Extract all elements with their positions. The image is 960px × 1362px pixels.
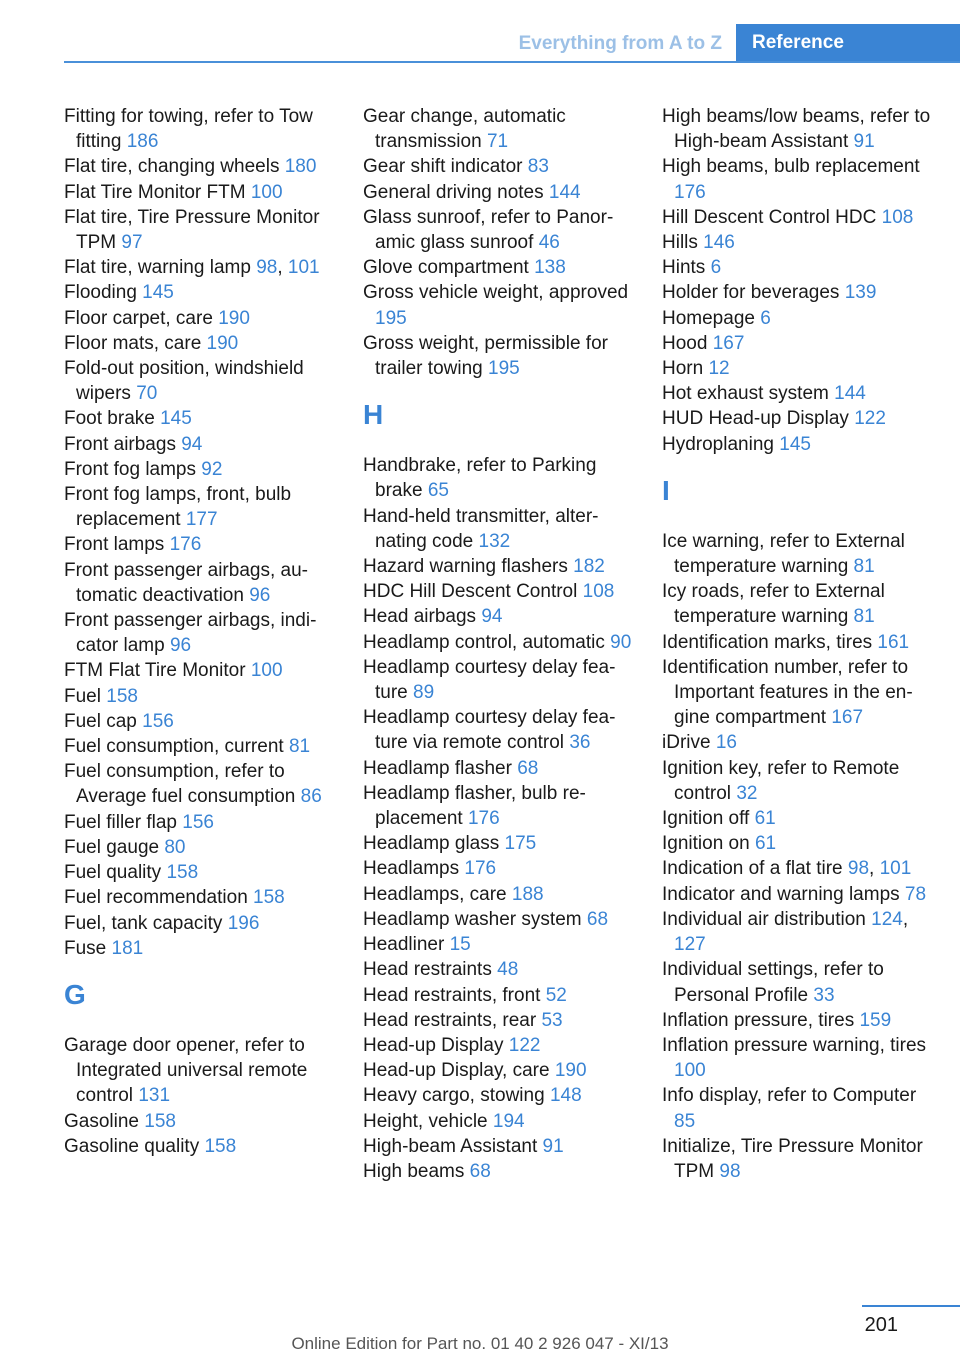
page-reference-link[interactable]: 167 xyxy=(712,332,745,354)
page-reference-link[interactable]: 98 xyxy=(847,858,870,880)
index-entry-text: Hand-held transmitter, alternating code xyxy=(363,505,599,552)
page-reference-link[interactable]: 127 xyxy=(674,934,706,956)
index-entry-text: HDC Hill Descent Control xyxy=(363,581,578,603)
index-entry xyxy=(64,1134,339,1159)
index-entry xyxy=(64,911,339,936)
index-column-3 xyxy=(662,104,937,1184)
index-entry xyxy=(64,356,339,406)
index-entry xyxy=(363,630,638,655)
page-reference-link[interactable]: 100 xyxy=(250,181,283,203)
page-reference-link[interactable]: 48 xyxy=(497,959,519,981)
page-reference-link[interactable]: 86 xyxy=(300,786,322,808)
index-entry xyxy=(662,280,937,305)
page-reference-link[interactable]: 68 xyxy=(586,908,609,930)
index-entry xyxy=(64,835,339,860)
page-reference-link[interactable]: 159 xyxy=(859,1009,892,1031)
index-entry-text: Gear change, automatic transmission xyxy=(363,106,566,153)
page-reference-link[interactable]: 81 xyxy=(853,606,875,628)
index-entry xyxy=(662,432,937,457)
index-entry-text: Fuel consumption, current xyxy=(64,736,284,758)
index-entry-text: Front passenger airbags, indicator lamp xyxy=(64,610,317,657)
page-reference-link[interactable]: 6 xyxy=(760,307,771,329)
page-reference-link[interactable]: 148 xyxy=(549,1085,582,1107)
index-entry-text: Indicator and warning lamps xyxy=(662,883,900,905)
page-reference-link[interactable]: 78 xyxy=(904,883,927,905)
index-entry-text: High beams, bulb replacement xyxy=(662,156,920,178)
page-reference-link[interactable]: 98 xyxy=(719,1160,741,1182)
page-reference-link[interactable]: 194 xyxy=(492,1110,525,1132)
page-reference-link[interactable]: 139 xyxy=(844,282,877,304)
index-entry xyxy=(64,306,339,331)
page-reference-link[interactable]: 145 xyxy=(142,282,174,304)
page-reference-link[interactable]: 188 xyxy=(511,883,544,905)
page-reference-link[interactable]: 96 xyxy=(169,635,192,657)
index-entry xyxy=(662,882,937,907)
index-entry-text: Inflation pressure warning, tires xyxy=(662,1034,927,1056)
index-entry-text: Headlamp glass xyxy=(363,833,500,855)
index-entry-text: Headlamp control, automatic xyxy=(363,631,605,653)
index-entry-text: Heavy cargo, stowing xyxy=(363,1085,545,1107)
index-entry-text: Homepage xyxy=(662,307,755,329)
index-entry xyxy=(363,655,638,705)
index-entry xyxy=(363,831,638,856)
page-reference-link[interactable]: 176 xyxy=(169,534,202,556)
page-reference-link[interactable]: 144 xyxy=(834,383,866,405)
index-entry-text: Fuel cap xyxy=(64,710,137,732)
page-reference-link[interactable]: 46 xyxy=(538,232,560,254)
page-reference-link[interactable]: 91 xyxy=(542,1135,564,1157)
index-entry xyxy=(363,705,638,755)
index-entry xyxy=(363,104,638,154)
index-entry-text: Fitting for towing, refer to Tow fitting xyxy=(64,106,313,153)
index-entry xyxy=(64,558,339,608)
index-entry xyxy=(662,655,937,731)
page-reference-link[interactable]: 175 xyxy=(504,833,537,855)
index-entry xyxy=(363,1008,638,1033)
footer-divider xyxy=(862,1305,960,1307)
page-reference-link[interactable]: 158 xyxy=(106,685,138,707)
index-entry-text: High-beam Assistant xyxy=(363,1135,538,1157)
index-entry-text: iDrive xyxy=(662,732,711,754)
index-entry xyxy=(64,936,339,961)
index-entry xyxy=(363,579,638,604)
index-entry-text: Gasoline xyxy=(64,1110,139,1132)
page-reference-link[interactable]: 81 xyxy=(853,556,875,578)
page-reference-link[interactable]: 144 xyxy=(548,181,581,203)
index-entry-text: Height, vehicle xyxy=(363,1110,488,1132)
page-reference-link[interactable]: 85 xyxy=(674,1110,696,1132)
index-entry xyxy=(64,709,339,734)
index-entry-text: Headlamp flasher xyxy=(363,757,512,779)
index-entry-text: Individual air distribution xyxy=(662,908,866,930)
index-entry xyxy=(363,1134,638,1159)
index-entry xyxy=(662,630,937,655)
page-reference-link[interactable]: 68 xyxy=(469,1160,491,1182)
index-entry xyxy=(64,180,339,205)
index-entry-text: Foot brake xyxy=(64,408,155,430)
index-entry xyxy=(662,1083,937,1133)
index-letter-heading: H xyxy=(363,399,384,431)
index-entry xyxy=(662,154,937,204)
index-entry-text: Headlamps, care xyxy=(363,883,507,905)
page-reference-link[interactable]: 52 xyxy=(545,984,567,1006)
index-entry-text: Fuse xyxy=(64,937,107,959)
index-entry xyxy=(64,1033,339,1109)
page-reference-link[interactable]: 190 xyxy=(554,1060,587,1082)
index-entry-text: Ignition on xyxy=(662,833,750,855)
index-entry xyxy=(662,331,937,356)
index-entry-text: Front fog lamps xyxy=(64,458,196,480)
page-reference-link[interactable]: 101 xyxy=(287,257,320,279)
index-entry-text: Floor mats, care xyxy=(64,332,202,354)
index-entry-text: Individual settings, refer to Personal Profile xyxy=(662,959,884,1006)
header-reference-tab: Reference xyxy=(736,24,960,62)
index-entry xyxy=(363,504,638,554)
header-section-title: Everything from A to Z xyxy=(518,33,722,54)
page-reference-link[interactable]: 146 xyxy=(703,232,735,254)
index-entry-text: Front passenger airbags, automatic deactivation xyxy=(64,559,308,606)
index-entry-text: Flat tire, changing wheels xyxy=(64,156,280,178)
index-entry-text: Hazard warning flashers xyxy=(363,556,568,578)
page-number: 201 xyxy=(864,1314,898,1336)
index-letter-heading: G xyxy=(64,978,86,1010)
index-entry xyxy=(64,734,339,759)
index-entry-text: Front lamps xyxy=(64,534,165,556)
index-entry xyxy=(363,957,638,982)
index-entry-text: Head restraints, rear xyxy=(363,1009,537,1031)
index-entry xyxy=(363,756,638,781)
header-divider xyxy=(64,61,960,63)
index-entry-text: Headlamps xyxy=(363,858,460,880)
page-reference-link[interactable]: 186 xyxy=(126,131,159,153)
index-entry xyxy=(64,432,339,457)
index-entry xyxy=(363,983,638,1008)
page-reference-link[interactable]: 196 xyxy=(227,912,260,934)
index-entry-text: Hot exhaust system xyxy=(662,383,829,405)
index-entry-text: Ignition key, refer to Remote control xyxy=(662,757,900,804)
index-entry xyxy=(363,1058,638,1083)
index-entry-text: Indication of a flat tire xyxy=(662,858,843,880)
index-entry-text: Headlamp washer system xyxy=(363,908,582,930)
index-column-2 xyxy=(363,104,638,1184)
page-reference-link[interactable]: 32 xyxy=(736,782,758,804)
index-entry xyxy=(662,730,937,755)
index-entry-text: Flooding xyxy=(64,282,137,304)
index-entry-text: Flat tire, warning lamp xyxy=(64,257,251,279)
index-entry xyxy=(662,356,937,381)
index-entry-text: Garage door opener, refer to Integrated universal remote control xyxy=(64,1034,308,1107)
index-entry-text: Glass sunroof, refer to Panoramic glass sunroof xyxy=(363,206,614,254)
index-entry-text: Hydroplaning xyxy=(662,433,774,455)
page-reference-link[interactable]: 71 xyxy=(486,131,509,153)
index-entry-text: Hints xyxy=(662,257,706,279)
index-entry-text: Fuel recommendation xyxy=(64,887,248,909)
page-reference-link[interactable]: 132 xyxy=(478,530,511,552)
page-reference-link[interactable]: 131 xyxy=(138,1085,171,1107)
index-entry xyxy=(64,406,339,431)
index-entry xyxy=(662,579,937,629)
page-reference-link[interactable]: 83 xyxy=(527,156,549,178)
index-entry xyxy=(363,180,638,205)
index-entry xyxy=(662,205,937,230)
index-entry-text: Headlamp courtesy delay feature xyxy=(363,656,616,704)
index-entry xyxy=(64,457,339,482)
index-entry-text: HUD Head-up Display xyxy=(662,408,849,430)
page-reference-link[interactable]: 6 xyxy=(710,257,722,279)
index-entry-text: Flat tire, Tire Pressure Monitor TPM xyxy=(64,206,320,254)
page-reference-link[interactable]: 122 xyxy=(854,408,886,430)
index-entry-text: Head restraints xyxy=(363,959,492,981)
index-entry-text: Handbrake, refer to Parking brake xyxy=(363,455,597,502)
page-reference-link[interactable]: 138 xyxy=(534,257,566,279)
index-entry-text: Fuel gauge xyxy=(64,836,160,858)
page-reference-link[interactable]: 108 xyxy=(582,581,615,603)
index-entry xyxy=(363,1159,638,1184)
index-entry xyxy=(363,331,638,381)
page-reference-link[interactable]: 167 xyxy=(831,707,864,729)
index-entry xyxy=(363,604,638,629)
index-entry-text: Identification marks, tires xyxy=(662,631,873,653)
page-reference-link[interactable]: 81 xyxy=(288,736,311,758)
index-entry-text: Ignition off xyxy=(662,808,750,830)
index-columns xyxy=(64,104,944,1254)
index-entry-text: Head airbags xyxy=(363,606,477,628)
page-reference-link[interactable]: 158 xyxy=(253,887,285,909)
page-reference-link[interactable]: 91 xyxy=(853,131,875,153)
index-entry xyxy=(64,810,339,835)
page-reference-link[interactable]: 70 xyxy=(136,383,158,405)
page-reference-link[interactable]: 158 xyxy=(166,862,199,884)
index-entry-text: Front airbags xyxy=(64,433,176,455)
index-entry-text: Info display, refer to Computer xyxy=(662,1085,917,1107)
index-entry-text: Fuel, tank capacity xyxy=(64,912,223,934)
index-entry xyxy=(64,482,339,532)
page-reference-link[interactable]: 100 xyxy=(250,660,283,682)
index-entry-text: Head restraints, front xyxy=(363,984,541,1006)
edition-note: Online Edition for Part no. 01 40 2 926 047 - XI/13 xyxy=(291,1334,669,1353)
page-reference-link[interactable]: 80 xyxy=(164,836,186,858)
index-entry xyxy=(363,907,638,932)
index-entry xyxy=(363,932,638,957)
index-entry xyxy=(64,608,339,658)
page-reference-link[interactable]: 16 xyxy=(715,732,737,754)
page-reference-link[interactable]: 177 xyxy=(185,509,218,531)
page-reference-link[interactable]: 90 xyxy=(610,631,632,653)
index-entry-text: Hill Descent Control HDC xyxy=(662,206,877,228)
page-reference-link[interactable]: 92 xyxy=(201,458,223,480)
index-entry xyxy=(363,1033,638,1058)
index-entry xyxy=(363,154,638,179)
index-entry-text: Gasoline quality xyxy=(64,1135,200,1157)
page-reference-link[interactable]: 156 xyxy=(182,811,214,833)
page-reference-link[interactable]: 15 xyxy=(449,934,471,956)
index-entry-text: Fuel consumption, refer to Average fuel consumption xyxy=(64,761,296,808)
page-reference-link[interactable]: 98 xyxy=(256,257,278,279)
page-reference-link[interactable]: 158 xyxy=(144,1110,176,1132)
page-reference-link[interactable]: 89 xyxy=(413,682,435,704)
index-entry xyxy=(363,856,638,881)
page-reference-link[interactable]: 101 xyxy=(879,858,912,880)
page-reference-link[interactable]: 94 xyxy=(181,433,203,455)
index-entry xyxy=(64,1109,339,1134)
index-entry-text: Initialize, Tire Pressure Monitor TPM xyxy=(662,1135,923,1182)
index-entry xyxy=(363,781,638,831)
index-entry xyxy=(662,957,937,1007)
page-reference-link[interactable]: 96 xyxy=(249,584,271,606)
index-entry: Individual air distribution 124, 127 xyxy=(662,908,909,956)
index-entry xyxy=(64,885,339,910)
page-reference-link[interactable]: 158 xyxy=(204,1135,237,1157)
page-reference-link[interactable]: 180 xyxy=(284,156,317,178)
page-reference-link[interactable]: 190 xyxy=(218,307,250,329)
index-entry xyxy=(662,1134,937,1184)
index-entry xyxy=(662,529,937,579)
index-entry xyxy=(64,154,339,179)
index-entry xyxy=(64,104,339,154)
index-entry-text: Holder for beverages xyxy=(662,282,840,304)
index-entry: Flat tire, warning lamp 98, 101 xyxy=(64,257,320,279)
index-entry-text: Inflation pressure, tires xyxy=(662,1009,855,1031)
index-entry xyxy=(363,882,638,907)
index-entry-text: Hills xyxy=(662,232,698,254)
index-entry-text: Fuel quality xyxy=(64,862,162,884)
index-entry xyxy=(64,860,339,885)
index-entry-text: Floor carpet, care xyxy=(64,307,213,329)
index-entry xyxy=(662,230,937,255)
index-entry xyxy=(662,255,937,280)
page-reference-link[interactable]: 182 xyxy=(573,556,605,578)
index-entry xyxy=(363,1083,638,1108)
index-entry-text: Headliner xyxy=(363,934,445,956)
page-reference-link[interactable]: 68 xyxy=(517,757,539,779)
index-entry xyxy=(64,280,339,305)
page-reference-link[interactable]: 97 xyxy=(121,232,143,254)
index-entry: Indication of a flat tire 98, 101 xyxy=(662,858,912,880)
index-entry xyxy=(662,406,937,431)
index-entry-text: Icy roads, refer to External temperature warning xyxy=(662,581,885,628)
index-entry-text: Gross weight, permissible for trailer towing xyxy=(363,332,608,380)
index-entry-text: Flat Tire Monitor FTM xyxy=(64,181,246,203)
index-entry-text: FTM Flat Tire Monitor xyxy=(64,660,246,682)
index-letter-heading: I xyxy=(662,474,670,506)
index-entry xyxy=(662,806,937,831)
page-reference-link[interactable]: 61 xyxy=(754,833,777,855)
page-reference-link[interactable]: 124 xyxy=(871,908,903,930)
index-entry xyxy=(64,331,339,356)
index-entry-text: Fold-out position, windshield wipers xyxy=(64,358,304,405)
index-entry xyxy=(662,381,937,406)
index-entry-text: Headlamp courtesy delay feature via remote control xyxy=(363,707,616,754)
index-entry-text: Hood xyxy=(662,332,708,354)
page-reference-link[interactable]: 176 xyxy=(467,808,500,830)
index-entry xyxy=(363,1109,638,1134)
index-entry xyxy=(363,453,638,503)
index-entry xyxy=(662,104,937,154)
index-entry-text: Ice warning, refer to External temperature warning xyxy=(662,530,905,578)
index-entry xyxy=(64,759,339,809)
page-reference-link[interactable]: 156 xyxy=(142,710,174,732)
page-reference-link[interactable]: 176 xyxy=(674,181,706,203)
page-reference-link[interactable]: 176 xyxy=(464,858,497,880)
index-entry-text: High beams xyxy=(363,1160,465,1182)
page-reference-link[interactable]: 61 xyxy=(754,808,776,830)
index-entry xyxy=(64,205,339,255)
page-reference-link[interactable]: 12 xyxy=(708,358,730,380)
index-entry xyxy=(662,831,937,856)
index-entry-text: Fuel filler flap xyxy=(64,811,177,833)
index-entry-text: Front fog lamps, front, bulb replacement xyxy=(64,484,292,531)
page-reference-link[interactable]: 53 xyxy=(541,1009,563,1031)
index-entry-text: Gear shift indicator xyxy=(363,156,523,178)
index-entry-text: Head-up Display, care xyxy=(363,1060,550,1082)
index-entry xyxy=(662,1033,937,1083)
page-reference-link[interactable]: 161 xyxy=(877,631,910,653)
page-reference-link[interactable]: 33 xyxy=(813,984,835,1006)
index-entry xyxy=(363,280,638,330)
index-entry xyxy=(662,756,937,806)
index-entry xyxy=(64,532,339,557)
index-entry-text: General driving notes xyxy=(363,181,544,203)
index-column-1 xyxy=(64,104,339,1159)
index-entry xyxy=(363,554,638,579)
index-entry-text: Horn xyxy=(662,358,704,380)
page-reference-link[interactable]: 36 xyxy=(569,732,591,754)
index-entry-text: Identification number, refer to Important features in the engine compartment xyxy=(662,656,913,729)
page-reference-link[interactable]: 100 xyxy=(674,1060,706,1082)
page-reference-link[interactable]: 181 xyxy=(111,937,144,959)
page-reference-link[interactable]: 108 xyxy=(881,206,914,228)
index-entry xyxy=(363,255,638,280)
index-entry xyxy=(363,205,638,255)
index-entry-text: Headlamp flasher, bulb replacement xyxy=(363,782,586,830)
page-reference-link[interactable]: 195 xyxy=(375,307,407,329)
index-entry-text: High beams/low beams, refer to High-beam Assistant xyxy=(662,106,931,153)
index-entry xyxy=(64,658,339,683)
page-reference-link[interactable]: 145 xyxy=(779,433,811,455)
page-reference-link[interactable]: 65 xyxy=(427,480,449,502)
index-entry-text: Head-up Display xyxy=(363,1034,504,1056)
index-entry-text: Fuel xyxy=(64,685,101,707)
page-reference-link[interactable]: 195 xyxy=(488,358,520,380)
index-entry xyxy=(64,684,339,709)
index-entry xyxy=(662,1008,937,1033)
page-reference-link[interactable]: 94 xyxy=(481,606,503,628)
page-reference-link[interactable]: 190 xyxy=(206,332,239,354)
page-reference-link[interactable]: 145 xyxy=(160,408,192,430)
index-entry xyxy=(662,306,937,331)
page-reference-link[interactable]: 122 xyxy=(508,1034,541,1056)
index-entry-text: Gross vehicle weight, approved xyxy=(363,282,629,304)
index-entry-text: Glove compartment xyxy=(363,257,529,279)
